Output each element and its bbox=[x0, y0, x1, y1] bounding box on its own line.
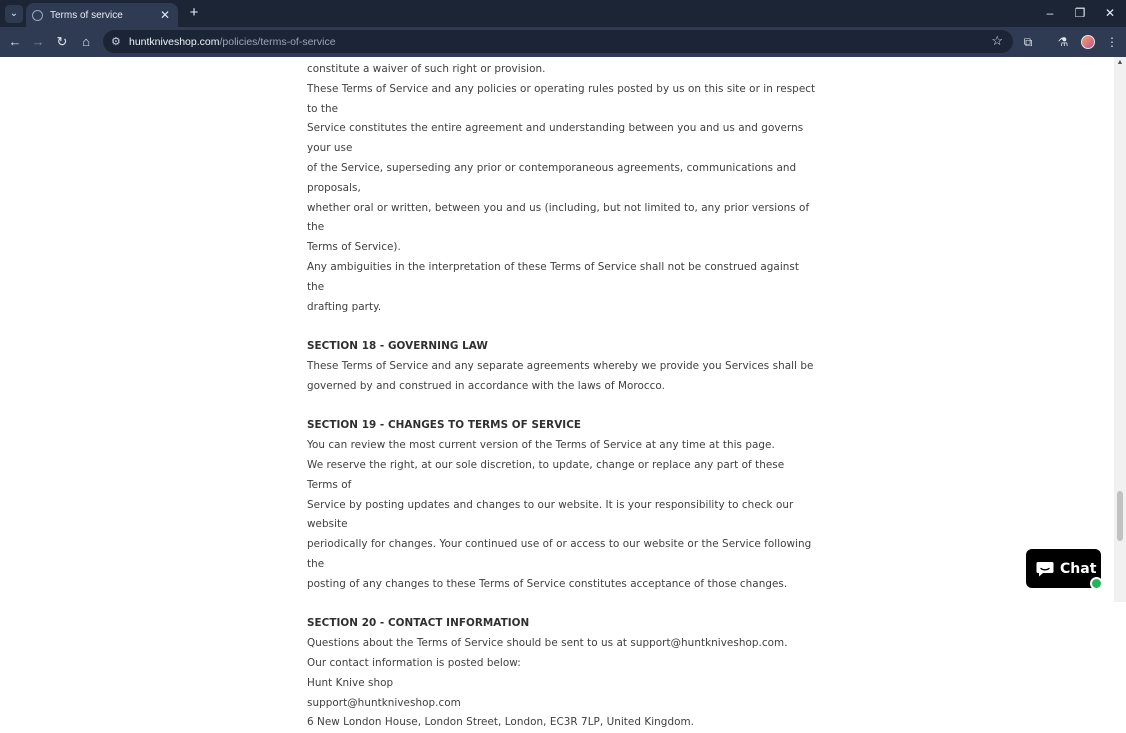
tab-strip bbox=[0, 0, 1126, 27]
text-line: drafting party. bbox=[307, 300, 382, 313]
text-line: Questions about the Terms of Service should be sent to us at support@huntkniveshop.com. bbox=[307, 637, 788, 650]
text-line: Terms of Service). bbox=[307, 241, 401, 254]
tab-title: Terms of service bbox=[50, 9, 123, 21]
terms-content bbox=[307, 60, 817, 733]
minimize-icon[interactable]: – bbox=[1046, 6, 1054, 20]
text-line: We reserve the right, at our sole discretion, to update, change or replace any part of these Terms of bbox=[307, 458, 785, 491]
text-line: constitute a waiver of such right or provision. bbox=[307, 63, 546, 75]
text-line: whether oral or written, between you and us (including, but not limited to, any prior versions of the bbox=[307, 201, 810, 234]
reload-icon[interactable]: ↻ bbox=[56, 34, 68, 49]
globe-icon bbox=[32, 10, 43, 21]
close-icon[interactable]: ✕ bbox=[1104, 6, 1116, 20]
text-line: Any ambiguities in the interpretation of these Terms of Service shall not be construed against the bbox=[307, 260, 800, 293]
address-bar[interactable] bbox=[103, 30, 1013, 53]
chat-bubble-icon bbox=[1036, 561, 1054, 577]
scroll-up-arrow-icon[interactable]: ▲ bbox=[1116, 59, 1124, 66]
text-line: periodically for changes. Your continued use of or access to our website or the Service following the bbox=[307, 538, 812, 570]
tab-close-icon[interactable]: ✕ bbox=[159, 8, 171, 22]
site-info-icon[interactable]: ⚙ bbox=[111, 36, 121, 48]
url-path: /policies/terms-of-service bbox=[219, 35, 336, 48]
profile-avatar[interactable] bbox=[1081, 35, 1095, 49]
text-line: These Terms of Service and any policies or operating rules posted by us on this site or in respect to the bbox=[307, 82, 816, 115]
url-host: huntkniveshop.com bbox=[129, 35, 220, 48]
tab-terms-of-service[interactable] bbox=[26, 3, 178, 27]
text-line: governed by and construed in accordance with the laws of Morocco. bbox=[307, 379, 665, 392]
text-line: You can review the most current version of the Terms of Service at any time at this page. bbox=[307, 439, 775, 452]
text-line: These Terms of Service and any separate agreements whereby we provide you Services shall be bbox=[307, 359, 814, 372]
text-line: Service by posting updates and changes to our website. It is your responsibility to check our website bbox=[307, 498, 794, 531]
text-line: Service constitutes the entire agreement and understanding between you and us and governs your use bbox=[307, 122, 804, 155]
page-viewport bbox=[0, 57, 1114, 729]
labs-icon[interactable]: ⚗ bbox=[1057, 35, 1069, 49]
contact-address: 6 New London House, London Street, London, EC3R 7LP, United Kingdom. bbox=[307, 716, 695, 729]
section-19-heading: SECTION 19 - CHANGES TO TERMS OF SERVICE bbox=[307, 419, 582, 432]
scroll-thumb[interactable] bbox=[1117, 491, 1123, 541]
text-line: Our contact information is posted below: bbox=[307, 656, 521, 669]
text-line: of the Service, superseding any prior or contemporaneous agreements, communications and proposals, bbox=[307, 161, 797, 194]
forward-icon[interactable]: → bbox=[31, 34, 45, 49]
online-status-dot bbox=[1090, 577, 1103, 590]
more-menu-icon[interactable]: ⋮ bbox=[1106, 35, 1118, 49]
section-18-heading: SECTION 18 - GOVERNING LAW bbox=[307, 340, 488, 353]
chat-button[interactable] bbox=[1026, 549, 1101, 588]
extensions-icon[interactable]: ⧉ bbox=[1023, 35, 1033, 49]
new-tab-button[interactable]: + bbox=[189, 4, 199, 21]
restore-icon[interactable]: ❐ bbox=[1074, 6, 1086, 20]
section-20-heading: SECTION 20 - CONTACT INFORMATION bbox=[307, 617, 530, 630]
tab-search-icon[interactable]: ⌄ bbox=[5, 5, 23, 23]
text-line: Hunt Knive shop bbox=[307, 676, 394, 689]
page-scrollbar[interactable] bbox=[1114, 57, 1126, 602]
browser-toolbar bbox=[0, 27, 1126, 57]
text-line: posting of any changes to these Terms of Service constitutes acceptance of those changes. bbox=[307, 577, 788, 590]
bookmark-star-icon[interactable]: ☆ bbox=[991, 33, 1003, 48]
home-icon[interactable]: ⌂ bbox=[82, 34, 90, 49]
contact-email: support@huntkniveshop.com bbox=[307, 696, 461, 709]
back-icon[interactable]: ← bbox=[8, 34, 22, 49]
chat-label: Chat bbox=[1060, 560, 1097, 577]
